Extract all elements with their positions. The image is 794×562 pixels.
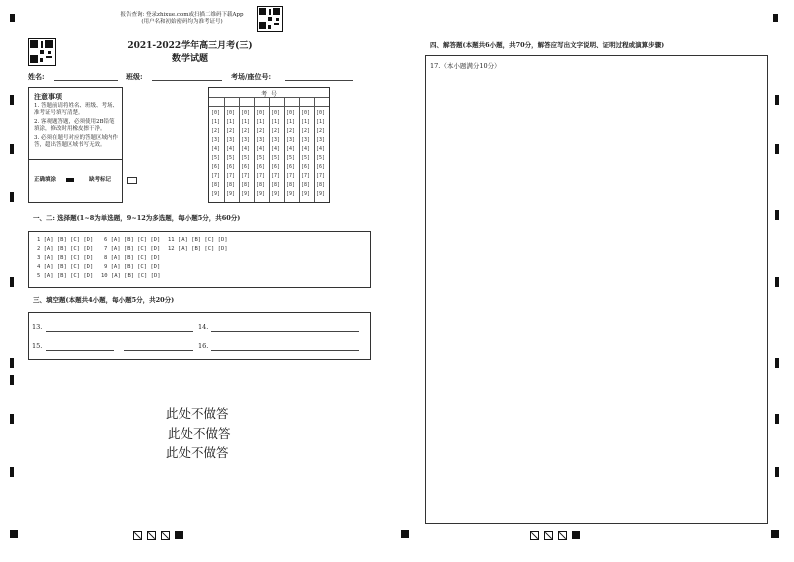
exam-number-bubble[interactable]: [4] (286, 146, 296, 152)
exam-number-bubble[interactable]: [3] (241, 137, 251, 143)
exam-number-bubble[interactable]: [1] (301, 119, 311, 125)
exam-number-bubble[interactable]: [1] (271, 119, 281, 125)
exam-number-bubble[interactable]: [2] (211, 128, 221, 134)
timing-mark (10, 467, 14, 477)
exam-number-bubble[interactable]: [2] (226, 128, 236, 134)
exam-number-bubble[interactable]: [3] (211, 137, 221, 143)
exam-number-bubble[interactable]: [0] (316, 110, 326, 116)
exam-number-bubble[interactable]: [3] (271, 137, 281, 143)
notes-item: 1. 答题前请将姓名、班级、考场、准考证号填写清楚。 (34, 103, 118, 116)
exam-number-bubble[interactable]: [3] (316, 137, 326, 143)
notes-divider (29, 159, 122, 160)
q14-answer-line[interactable] (211, 331, 359, 332)
exam-number-bubble[interactable]: [8] (241, 182, 251, 188)
page-code-mark (544, 531, 553, 540)
exam-number-bubble[interactable]: [7] (301, 173, 311, 179)
q16-label: 16. (198, 342, 209, 350)
exam-number-bubble[interactable]: [4] (316, 146, 326, 152)
section1-title: 一、二: 选择题(1~8为单选题，9~12为多选题，每小题5分，共60分) (33, 214, 241, 222)
choice-row[interactable]: 3 [A] [B] [C] [D] (37, 255, 94, 261)
correct-fill-label: 正确填涂 (34, 177, 57, 183)
exam-number-column-divider (254, 97, 255, 202)
exam-number-bubble[interactable]: [3] (286, 137, 296, 143)
exam-number-bubble[interactable]: [6] (316, 164, 326, 170)
qr-code-icon (28, 38, 56, 66)
notes-heading: 注意事项 (34, 92, 62, 101)
exam-number-column-divider (224, 97, 225, 202)
choice-row[interactable]: 8 [A] [B] [C] [D] (104, 255, 161, 261)
exam-number-bubble[interactable]: [6] (286, 164, 296, 170)
exam-number-bubble[interactable]: [0] (241, 110, 251, 116)
exam-number-bubble[interactable]: [2] (301, 128, 311, 134)
choice-row[interactable]: 12 [A] [B] [C] [D] (168, 246, 228, 252)
timing-mark (10, 375, 14, 385)
exam-number-bubble[interactable]: [8] (286, 182, 296, 188)
exam-number-bubble[interactable]: [7] (271, 173, 281, 179)
no-answer-text: 此处不做答 (166, 406, 229, 421)
exam-number-column-divider (299, 97, 300, 202)
page-code-mark (175, 531, 183, 539)
page-code-mark (572, 531, 580, 539)
notes-item: 3. 必须在题号对应的答题区域内作答，超出答题区域书写无效。 (34, 135, 118, 148)
exam-number-column-divider (284, 97, 285, 202)
exam-number-label: 考 号 (261, 91, 277, 98)
exam-number-bubble[interactable]: [5] (226, 155, 236, 161)
report-notice-line2: (用户名和初始密码均为准考证号) (141, 19, 223, 25)
exam-title: 2021-2022学年高三月考(三) (127, 41, 253, 51)
page-code-mark (161, 531, 170, 540)
choice-row[interactable]: 10 [A] [B] [C] [D] (101, 273, 161, 279)
fill-blank-box (28, 312, 371, 360)
exam-number-bubble[interactable]: [9] (241, 191, 251, 197)
q14-label: 14. (198, 323, 209, 331)
q17-label: 17.（本小题满分10分） (430, 62, 501, 70)
choice-row[interactable]: 1 [A] [B] [C] [D] (37, 237, 94, 243)
exam-number-bubble[interactable]: [7] (211, 173, 221, 179)
corner-mark-bottom-right (771, 530, 779, 538)
exam-number-bubble[interactable]: [3] (256, 137, 266, 143)
exam-number-bubble[interactable]: [5] (241, 155, 251, 161)
q15-answer-line-2[interactable] (124, 350, 193, 351)
exam-number-bubble[interactable]: [2] (316, 128, 326, 134)
exam-number-bubble[interactable]: [3] (226, 137, 236, 143)
corner-mark-bottom-left (10, 530, 18, 538)
exam-number-bubble[interactable]: [0] (301, 110, 311, 116)
timing-mark (10, 414, 14, 424)
exam-number-bubble[interactable]: [8] (226, 182, 236, 188)
exam-number-bubble[interactable]: [2] (286, 128, 296, 134)
exam-number-bubble[interactable]: [5] (301, 155, 311, 161)
exam-number-bubble[interactable]: [8] (256, 182, 266, 188)
exam-number-bubble[interactable]: [2] (271, 128, 281, 134)
exam-number-bubble[interactable]: [6] (301, 164, 311, 170)
exam-number-bubble[interactable]: [7] (226, 173, 236, 179)
timing-mark (775, 95, 779, 105)
q16-answer-line[interactable] (211, 350, 359, 351)
timing-mark (775, 414, 779, 424)
timing-mark (775, 210, 779, 220)
exam-number-bubble[interactable]: [6] (241, 164, 251, 170)
page-code-mark (133, 531, 142, 540)
corner-mark-bottom-mid (401, 530, 409, 538)
exam-number-bubble[interactable]: [4] (256, 146, 266, 152)
exam-number-bubble[interactable]: [2] (241, 128, 251, 134)
choice-answer-box (28, 231, 371, 288)
exam-number-bubble[interactable]: [7] (256, 173, 266, 179)
exam-number-bubble[interactable]: [1] (286, 119, 296, 125)
choice-row[interactable]: 4 [A] [B] [C] [D] (37, 264, 94, 270)
exam-number-bubble[interactable]: [4] (226, 146, 236, 152)
corner-mark-top-left (10, 14, 15, 22)
exam-number-bubble[interactable]: [6] (226, 164, 236, 170)
exam-number-bubble[interactable]: [0] (286, 110, 296, 116)
correct-fill-sample (66, 178, 74, 182)
exam-number-bubble[interactable]: [9] (286, 191, 296, 197)
q13-answer-line[interactable] (46, 331, 193, 332)
seat-label: 考场/座位号: (231, 72, 272, 81)
exam-number-bubble[interactable]: [6] (211, 164, 221, 170)
exam-number-column-divider (239, 97, 240, 202)
timing-mark (10, 95, 14, 105)
exam-number-bubble[interactable]: [5] (256, 155, 266, 161)
exam-number-bubble[interactable]: [5] (271, 155, 281, 161)
timing-mark (775, 358, 779, 368)
timing-mark (10, 277, 14, 287)
absent-mark-label: 缺考标记 (89, 177, 112, 183)
exam-number-bubble[interactable]: [7] (286, 173, 296, 179)
q17-answer-box[interactable] (425, 55, 768, 524)
seat-field[interactable] (285, 80, 353, 81)
exam-number-bubble[interactable]: [9] (211, 191, 221, 197)
exam-number-bubble[interactable]: [9] (301, 191, 311, 197)
exam-number-bubble[interactable]: [1] (241, 119, 251, 125)
class-label: 班级: (126, 72, 143, 81)
name-label: 姓名: (28, 72, 45, 81)
exam-number-bubble[interactable]: [4] (211, 146, 221, 152)
q13-label: 13. (32, 323, 43, 331)
section2-title: 三、填空题(本题共4小题，每小题5分，共20分) (33, 296, 175, 304)
absent-mark-checkbox[interactable] (127, 177, 137, 184)
exam-number-column-divider (314, 97, 315, 202)
timing-mark (10, 358, 14, 368)
exam-number-bubble[interactable]: [9] (271, 191, 281, 197)
page-code-mark (147, 531, 156, 540)
exam-subtitle: 数学试题 (171, 54, 208, 64)
exam-number-bubble[interactable]: [8] (316, 182, 326, 188)
no-answer-text: 此处不做答 (168, 426, 231, 441)
page-code-mark (558, 531, 567, 540)
exam-number-bubble[interactable]: [8] (301, 182, 311, 188)
timing-mark (10, 144, 14, 154)
timing-mark (775, 144, 779, 154)
page-code-mark (530, 531, 539, 540)
exam-number-bubble[interactable]: [5] (211, 155, 221, 161)
exam-number-bubble[interactable]: [6] (256, 164, 266, 170)
report-notice (112, 12, 252, 26)
exam-number-bubble[interactable]: [9] (316, 191, 326, 197)
exam-number-bubble[interactable]: [1] (226, 119, 236, 125)
timing-mark (775, 467, 779, 477)
exam-number-bubble[interactable]: [9] (226, 191, 236, 197)
no-answer-text: 此处不做答 (166, 445, 229, 460)
exam-number-bubble[interactable]: [1] (256, 119, 266, 125)
exam-number-bubble[interactable]: [1] (316, 119, 326, 125)
choice-row[interactable]: 2 [A] [B] [C] [D] (37, 246, 94, 252)
exam-number-bubble[interactable]: [0] (271, 110, 281, 116)
exam-number-bubble[interactable]: [8] (271, 182, 281, 188)
choice-row[interactable]: 11 [A] [B] [C] [D] (168, 237, 228, 243)
exam-number-bubble[interactable]: [8] (211, 182, 221, 188)
section4-title: 四、解答题(本题共6小题，共70分，解答应写出文字说明、证明过程或演算步骤) (430, 41, 665, 49)
timing-mark (10, 192, 14, 202)
exam-number-columns (209, 97, 329, 202)
choice-row[interactable]: 6 [A] [B] [C] [D] (104, 237, 161, 243)
exam-number-bubble[interactable]: [5] (316, 155, 326, 161)
exam-number-grid (208, 87, 330, 203)
class-field[interactable] (152, 80, 222, 81)
choice-row[interactable]: 5 [A] [B] [C] [D] (37, 273, 94, 279)
notes-item: 2. 客观题答题，必须使用2B铅笔填涂，修改时用橡皮擦干净。 (34, 119, 115, 132)
notes-box (28, 87, 123, 203)
exam-number-bubble[interactable]: [3] (301, 137, 311, 143)
q15-label: 15. (32, 342, 43, 350)
q15-answer-line[interactable] (46, 350, 114, 351)
exam-number-bubble[interactable]: [2] (256, 128, 266, 134)
exam-number-bubble[interactable]: [7] (316, 173, 326, 179)
exam-number-bubble[interactable]: [7] (241, 173, 251, 179)
qr-code-icon (257, 6, 283, 32)
choice-row[interactable]: 9 [A] [B] [C] [D] (104, 264, 161, 270)
choice-row[interactable]: 7 [A] [B] [C] [D] (104, 246, 161, 252)
timing-mark (775, 277, 779, 287)
exam-number-bubble[interactable]: [5] (286, 155, 296, 161)
corner-mark-top-right (773, 14, 778, 22)
exam-number-bubble[interactable]: [6] (271, 164, 281, 170)
exam-number-bubble[interactable]: [1] (211, 119, 221, 125)
report-notice-line1: 报告查询: 登录zhixue.com或扫描二维码下载App (120, 12, 244, 18)
name-field[interactable] (54, 80, 118, 81)
exam-number-bubble[interactable]: [0] (226, 110, 236, 116)
exam-number-bubble[interactable]: [9] (256, 191, 266, 197)
exam-number-column-divider (269, 97, 270, 202)
exam-number-bubble[interactable]: [0] (256, 110, 266, 116)
exam-number-bubble[interactable]: [4] (271, 146, 281, 152)
exam-number-bubble[interactable]: [0] (211, 110, 221, 116)
exam-number-bubble[interactable]: [4] (241, 146, 251, 152)
exam-number-bubble[interactable]: [4] (301, 146, 311, 152)
